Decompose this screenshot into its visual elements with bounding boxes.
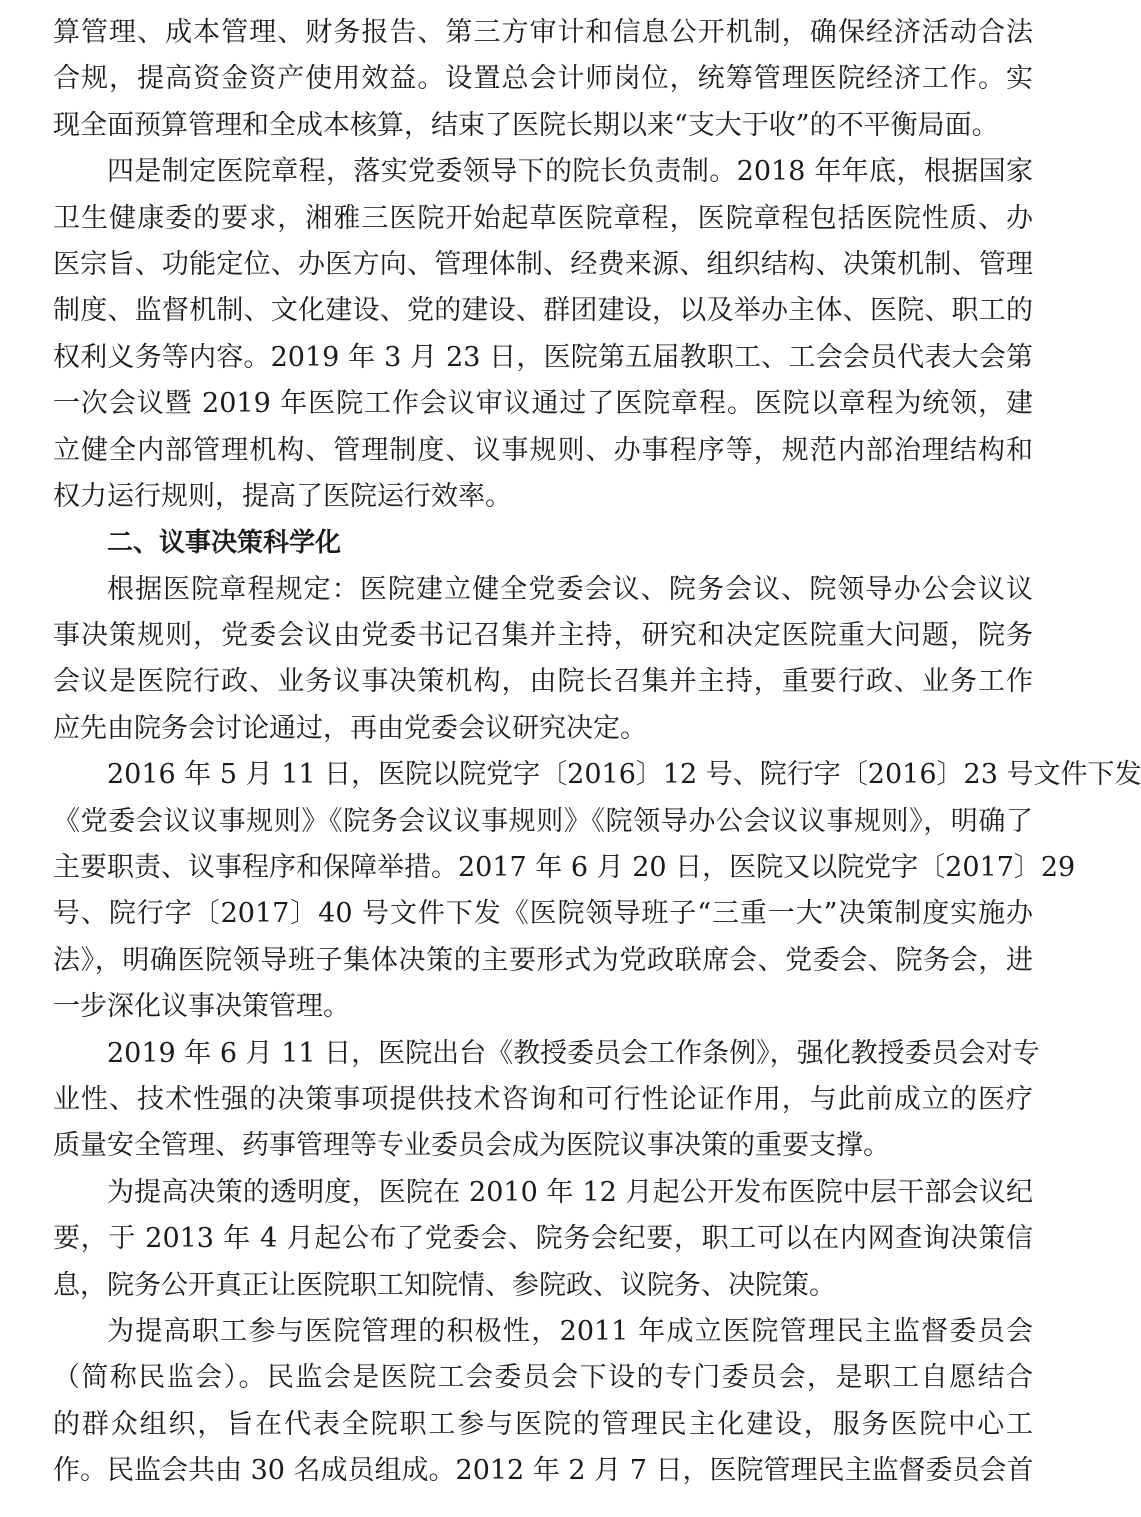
text-line: 2019 年 6 月 11 日，医院出台《教授委员会工作条例》，强化教授委员会对专 [107, 1037, 1040, 1069]
text-line: （简称民监会）。民监会是医院工会委员会下设的专门委员会，是职工自愿结合 [53, 1362, 1033, 1394]
text-line: 现全面预算管理和全成本核算，结束了医院长期以来“支大于收”的不平衡局面。 [53, 109, 999, 141]
text-line: 一步深化议事决策管理。 [53, 991, 350, 1023]
text-line: 医宗旨、功能定位、办医方向、管理体制、经费来源、组织结构、决策机制、管理 [53, 248, 1033, 280]
text-line: 权利义务等内容。2019 年 3 月 23 日，医院第五届教职工、工会会员代表大会第 [53, 341, 1033, 373]
text-line: 号、院行字〔2017〕40 号文件下发《医院领导班子“三重一大”决策制度实施办 [53, 898, 1033, 930]
section-heading [53, 520, 1033, 566]
text-line: 应先由院务会讨论通过，再由党委会议研究决定。 [53, 712, 647, 744]
paragraph-p3-2016 [53, 752, 1141, 1030]
text-line: 制度、监督机制、文化建设、党的建设、群团建设，以及举办主体、医院、职工的 [53, 295, 1033, 327]
text-line: 合规，提高资金资产使用效益。设置总会计师岗位，统筹管理医院经济工作。实 [53, 63, 1033, 95]
text-line: 《党委会议议事规则》《院务会议议事规则》《院领导办公会议议事规则》，明确了 [53, 805, 1033, 837]
paragraph-p1-charter [53, 149, 1033, 520]
paragraph-p6-supervision [53, 1309, 1033, 1495]
text-line: 主要职责、议事程序和保障举措。2017 年 6 月 20 日，医院又以院党字〔2017〕29 [53, 852, 1076, 884]
paragraph-p0-continued [53, 10, 1033, 149]
text-line: 息，院务公开真正让医院职工知院情、参院政、议院务、决院策。 [53, 1269, 836, 1301]
paragraph-p4-2019 [53, 1031, 1040, 1170]
text-line: 的群众组织，旨在代表全院职工参与医院的管理民主化建设，服务医院中心工 [53, 1408, 1033, 1440]
text-line: 为提高职工参与医院管理的积极性，2011 年成立医院管理民主监督委员会 [107, 1315, 1033, 1347]
text-line: 权力运行规则，提高了医院运行效率。 [53, 480, 512, 512]
text-line: 法》，明确医院领导班子集体决策的主要形式为党政联席会、党委会、院务会，进 [53, 944, 1033, 976]
text-line: 卫生健康委的要求，湘雅三医院开始起草医院章程，医院章程包括医院性质、办 [53, 202, 1033, 234]
text-line: 2016 年 5 月 11 日，医院以院党字〔2016〕12 号、院行字〔2016〕23 号文件下发 [107, 759, 1141, 791]
paragraph-p5-transparency [53, 1170, 1033, 1309]
text-line: 四是制定医院章程，落实党委领导下的院长负责制。2018 年年底，根据国家 [107, 156, 1033, 188]
text-line: 要，于 2013 年 4 月起公布了党委会、院务会纪要，职工可以在内网查询决策信 [53, 1223, 1033, 1255]
document-page [53, 10, 1141, 1495]
text-line: 作。民监会共由 30 名成员组成。2012 年 2 月 7 日，医院管理民主监督委员会首 [53, 1455, 1034, 1487]
text-line: 会议是医院行政、业务议事决策机构，由院长召集并主持，重要行政、业务工作 [53, 666, 1033, 698]
text-line: 为提高决策的透明度，医院在 2010 年 12 月起公开发布医院中层干部会议纪 [107, 1176, 1033, 1208]
paragraph-p2-rules [53, 567, 1033, 753]
text-line: 算管理、成本管理、财务报告、第三方审计和信息公开机制，确保经济活动合法 [53, 17, 1033, 48]
text-line: 一次会议暨 2019 年医院工作会议审议通过了医院章程。医院以章程为统领，建 [53, 388, 1033, 420]
text-line: 立健全内部管理机构、管理制度、议事规则、办事程序等，规范内部治理结构和 [53, 434, 1033, 466]
heading-text: 二、议事决策科学化 [107, 528, 342, 559]
text-line: 业性、技术性强的决策事项提供技术咨询和可行性论证作用，与此前成立的医疗 [53, 1083, 1033, 1115]
text-line: 事决策规则，党委会议由党委书记召集并主持，研究和决定医院重大问题，院务 [53, 620, 1033, 652]
text-line: 根据医院章程规定：医院建立健全党委会议、院务会议、院领导办公会议议 [107, 573, 1033, 605]
text-line: 质量安全管理、药事管理等专业委员会成为医院议事决策的重要支撑。 [53, 1130, 890, 1162]
body-text [53, 10, 1141, 1495]
